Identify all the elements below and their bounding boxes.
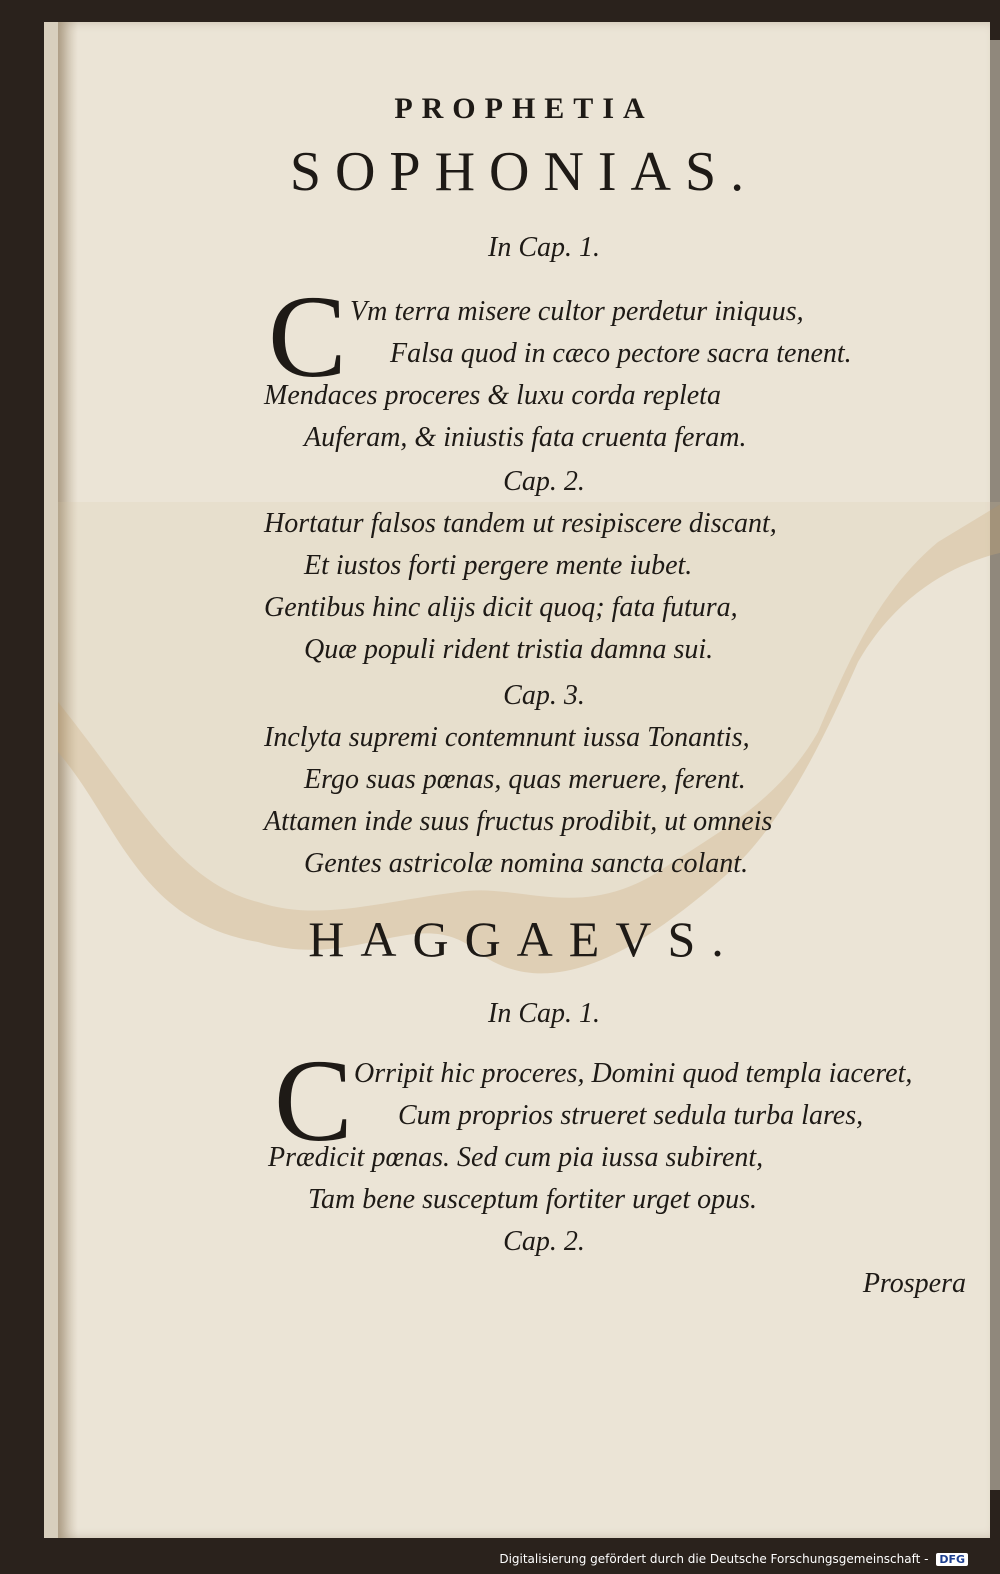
running-head: PROPHETIA bbox=[394, 92, 654, 125]
verse-line: Orripit hic proceres, Domini quod templa iaceret, bbox=[354, 1058, 913, 1089]
chapter-heading: Cap. 2. bbox=[503, 1226, 585, 1257]
dfg-logo: DFG bbox=[936, 1553, 968, 1566]
book-title-sophonias: SOPHONIAS. bbox=[289, 141, 759, 203]
verse-line: Hortatur falsos tandem ut resipiscere discant, bbox=[264, 508, 777, 539]
verse-line: Ergo suas pœnas, quas meruere, ferent. bbox=[304, 764, 746, 795]
catchword: Prospera bbox=[862, 1268, 966, 1299]
verse-line: Tam bene susceptum fortiter urget opus. bbox=[308, 1184, 758, 1215]
digitization-footer bbox=[499, 1552, 968, 1566]
verse-line: Attamen inde suus fructus prodibit, ut omneis bbox=[264, 806, 773, 837]
chapter-heading: In Cap. 1. bbox=[488, 998, 600, 1029]
verse-line: Gentibus hinc alijs dicit quoq; fata futura, bbox=[264, 592, 738, 623]
footer-text: Digitalisierung gefördert durch die Deutsche Forschungsgemeinschaft - bbox=[499, 1552, 929, 1566]
verse-line: Quæ populi rident tristia damna sui. bbox=[304, 634, 714, 665]
verse-line: Mendaces proceres & luxu corda repleta bbox=[264, 380, 721, 411]
chapter-heading: Cap. 2. bbox=[503, 466, 585, 497]
verse-line: Et iustos forti pergere mente iubet. bbox=[304, 550, 693, 581]
drop-capital: C bbox=[274, 1035, 353, 1166]
book-title-haggaeus: HAGGAEVS. bbox=[308, 911, 740, 967]
book-page bbox=[44, 22, 990, 1538]
chapter-heading: Cap. 3. bbox=[503, 680, 585, 711]
verse-line: Cum proprios strueret sedula turba lares, bbox=[398, 1100, 864, 1131]
verse-line: Auferam, & iniustis fata cruenta feram. bbox=[304, 422, 747, 453]
verse-line: Vm terra misere cultor perdetur iniquus, bbox=[350, 296, 804, 327]
chapter-heading: In Cap. 1. bbox=[488, 232, 600, 263]
verse-line: Prædicit pœnas. Sed cum pia iussa subirent, bbox=[268, 1142, 764, 1173]
drop-capital: C bbox=[268, 271, 347, 402]
verse-line: Gentes astricolæ nomina sancta colant. bbox=[304, 848, 749, 879]
verse-line: Falsa quod in cæco pectore sacra tenent. bbox=[390, 338, 852, 369]
verse-line: Inclyta supremi contemnunt iussa Tonantis, bbox=[264, 722, 750, 753]
